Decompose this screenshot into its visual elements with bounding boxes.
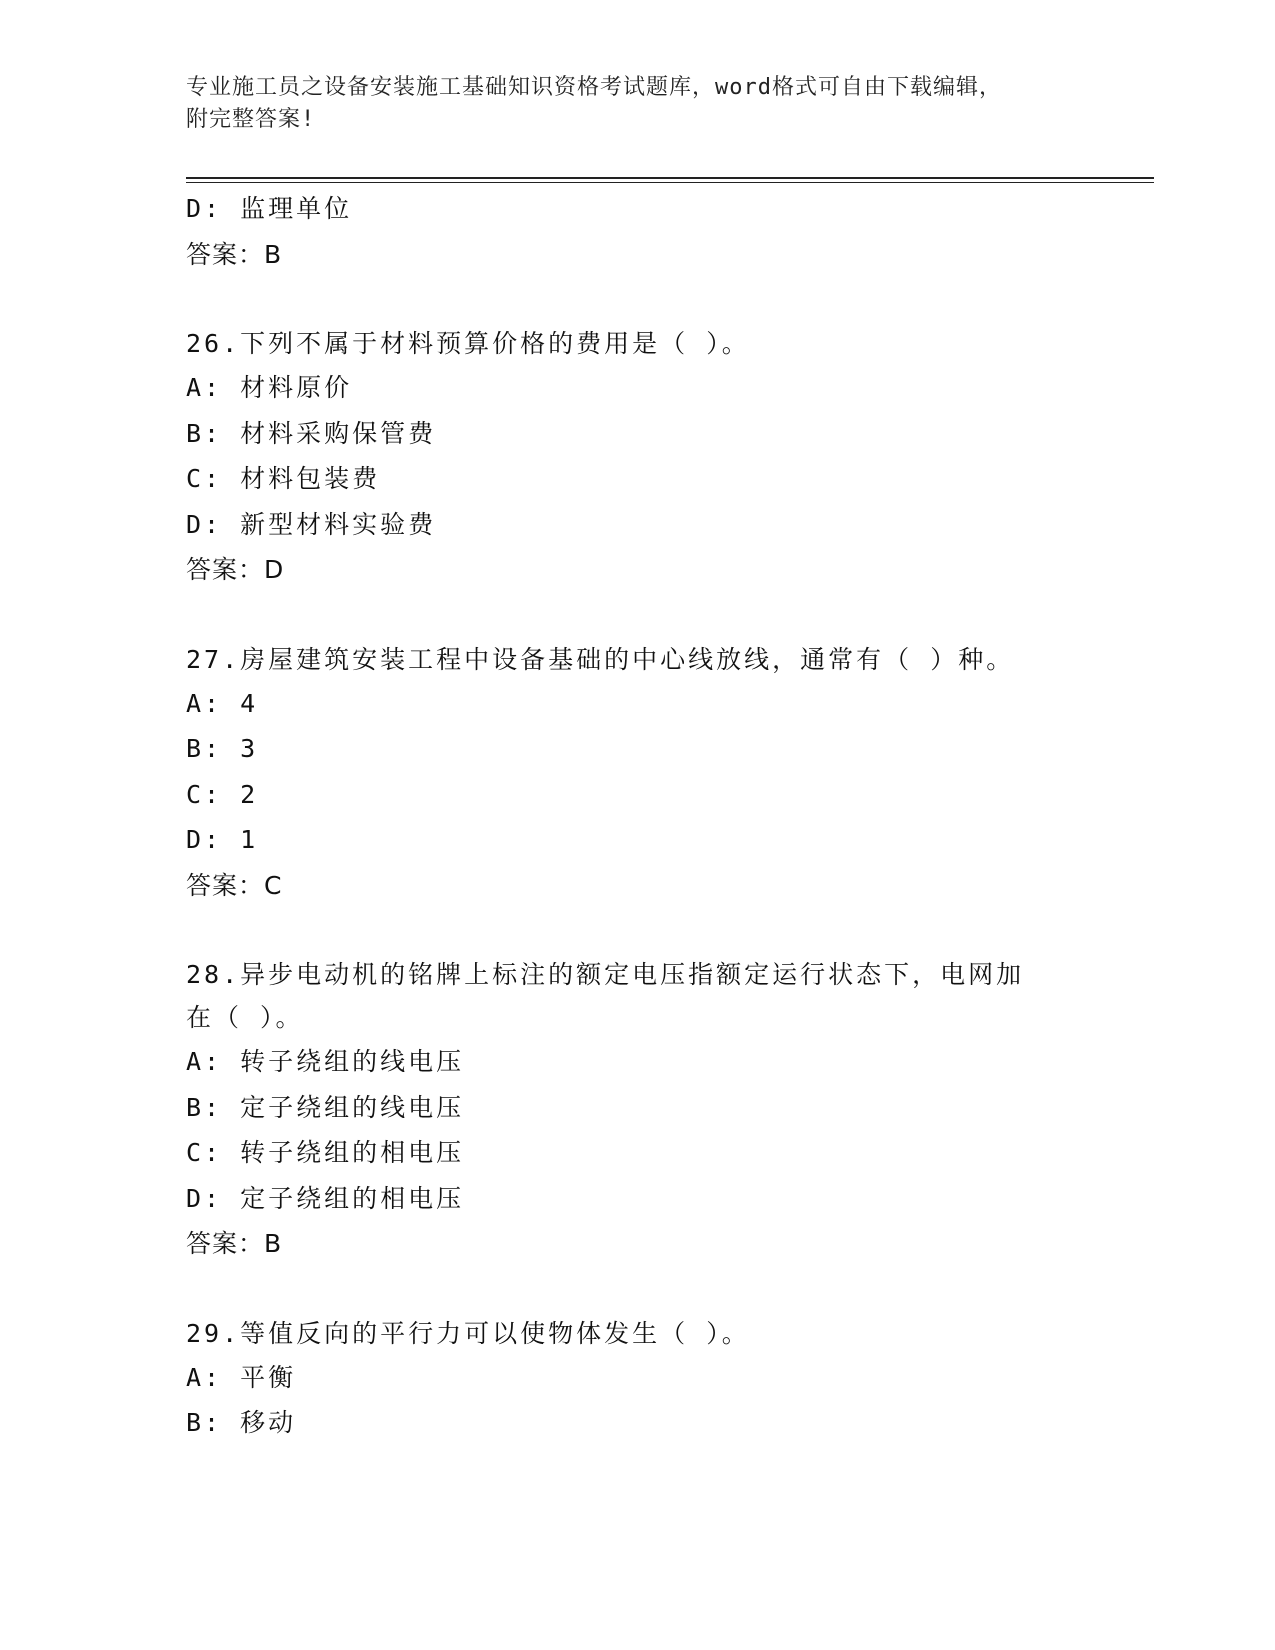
option-b: B: 移动 (186, 1408, 297, 1437)
question-stem: 29.等值反向的平行力可以使物体发生（ ）。 (186, 1318, 750, 1348)
spacer (186, 277, 1146, 322)
option-c: C: 转子绕组的相电压 (186, 1138, 465, 1167)
previous-question-tail (186, 186, 1146, 277)
answer-line: 答案：B (186, 1229, 283, 1258)
question-stem: 27.房屋建筑安装工程中设备基础的中心线放线，通常有（ ）种。 (186, 644, 1015, 674)
document-header (186, 72, 1086, 136)
question-stem: 26.下列不属于材料预算价格的费用是（ ）。 (186, 329, 750, 358)
option-a: A: 材料原价 (186, 373, 353, 402)
question-list (186, 186, 1146, 1446)
header-divider-thick (186, 177, 1154, 179)
option-c: C: 材料包装费 (186, 464, 381, 493)
header-title-line1: 专业施工员之设备安装施工基础知识资格考试题库，word格式可自由下载编辑， (186, 75, 1002, 100)
option-d: D: 新型材料实验费 (186, 509, 437, 539)
option-d: D: 监理单位 (186, 194, 353, 223)
question-27 (186, 638, 1146, 909)
question-stem: 28.异步电动机的铭牌上标注的额定电压指额定运行状态下，电网加在（ ）。 (186, 960, 1025, 1032)
option-d: D: 定子绕组的相电压 (186, 1183, 465, 1213)
option-d: D: 1 (186, 825, 259, 854)
answer-line: 答案：B (186, 239, 283, 269)
option-b: B: 定子绕组的线电压 (186, 1092, 465, 1122)
question-26 (186, 322, 1146, 593)
option-b: B: 3 (186, 734, 259, 763)
option-a: A: 转子绕组的线电压 (186, 1047, 465, 1076)
spacer (186, 593, 1146, 638)
header-title-line2: 附完整答案! (186, 107, 316, 132)
option-a: A: 4 (186, 688, 259, 718)
spacer (186, 1267, 1146, 1312)
answer-line: 答案：D (186, 555, 285, 584)
answer-line: 答案：C (186, 870, 283, 900)
option-c: C: 2 (186, 779, 259, 809)
option-a: A: 平衡 (186, 1362, 297, 1392)
spacer (186, 908, 1146, 953)
question-28 (186, 953, 1146, 1267)
question-29 (186, 1312, 1146, 1446)
option-b: B: 材料采购保管费 (186, 418, 437, 448)
header-divider-thin (186, 182, 1154, 183)
